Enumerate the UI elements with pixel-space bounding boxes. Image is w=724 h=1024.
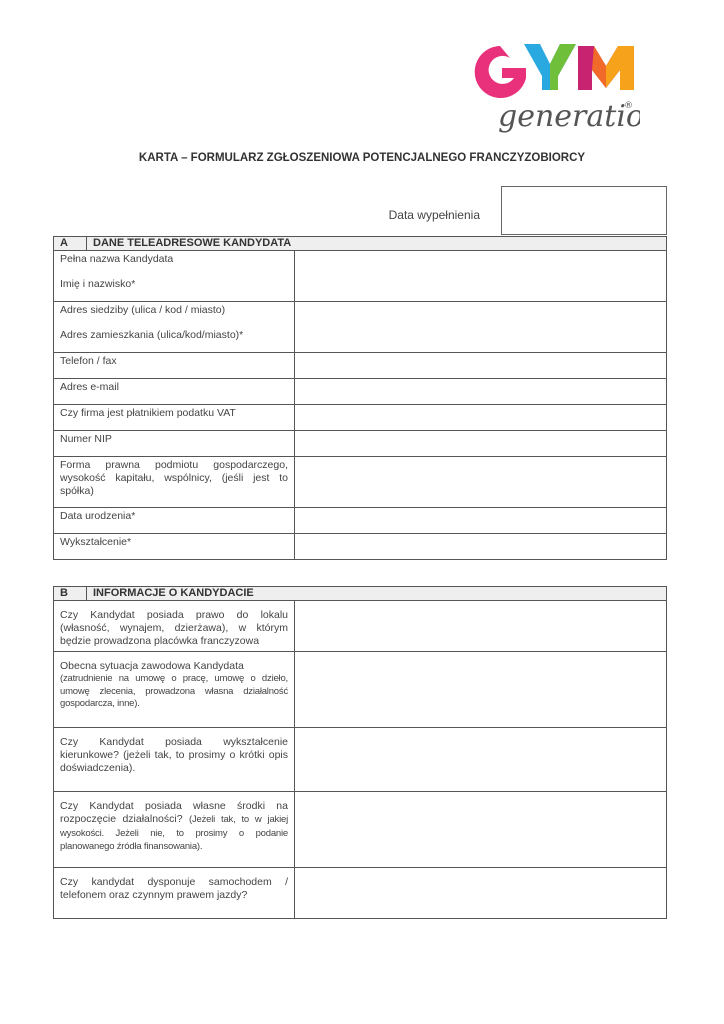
logo-tagline: generati [498, 99, 626, 134]
label-home-address: Adres zamieszkania (ulica/kod/miasto)* [60, 329, 244, 341]
row-label [54, 792, 295, 867]
date-label: Data wypełnienia [388, 208, 480, 222]
row-education-field [53, 728, 667, 792]
label-education: Wykształcenie* [54, 534, 295, 559]
row-own-funds [53, 792, 667, 868]
section-a [53, 236, 667, 560]
label-birth-date: Data urodzenia* [54, 508, 295, 533]
section-b [53, 586, 667, 919]
section-b-header [53, 586, 667, 601]
row-email [53, 379, 667, 405]
label-own-funds-detail: (Jeżeli tak, to w jakiej wysokości. Jeżeli nie, to prosimy o podanie planowanego źródła finansowania). [60, 814, 288, 852]
car-license-input[interactable] [295, 868, 666, 918]
label-nip: Numer NIP [54, 431, 295, 456]
phone-input[interactable] [295, 353, 666, 378]
email-input[interactable] [295, 379, 666, 404]
row-address [53, 302, 667, 353]
section-a-letter: A [54, 237, 87, 250]
row-vat [53, 405, 667, 431]
label-education-field: Czy Kandydat posiada wykształcenie kierunkowe? (jeżeli tak, to prosimy o krótki opis doświadczenia). [54, 728, 295, 791]
row-label [54, 652, 295, 727]
own-funds-input[interactable] [295, 792, 666, 867]
label-name-surname: Imię i nazwisko* [60, 278, 136, 290]
page-title: KARTA – FORMULARZ ZGŁOSZENIOWA POTENCJALNEGO FRANCZYZOBIORCY [138, 152, 586, 164]
section-b-title: INFORMACJE O KANDYDACIE [93, 587, 254, 599]
employment-input[interactable] [295, 652, 666, 727]
row-education [53, 534, 667, 560]
education-field-input[interactable] [295, 728, 666, 791]
row-legal-form [53, 457, 667, 508]
section-b-letter: B [54, 587, 87, 600]
row-premises-right [53, 601, 667, 652]
education-input[interactable] [295, 534, 666, 559]
legal-form-input[interactable] [295, 457, 666, 507]
logo-graphic [470, 38, 640, 146]
row-phone [53, 353, 667, 379]
label-email: Adres e-mail [54, 379, 295, 404]
label-vat: Czy firma jest płatnikiem podatku VAT [54, 405, 295, 430]
row-birth-date [53, 508, 667, 534]
row-employment [53, 652, 667, 728]
vat-input[interactable] [295, 405, 666, 430]
label-employment-detail: (zatrudnienie na umowę o pracę, umowę o dzieło, umowę zlecenia, prowadzona własna działalność gospodarcza, inne). [60, 673, 288, 709]
full-name-input[interactable] [295, 251, 666, 301]
birth-date-input[interactable] [295, 508, 666, 533]
label-premises-right: Czy Kandydat posiada prawo do lokalu (własność, wynajem, dzierżawa), w którym będzie prowadzona placówka franczyzowa [54, 601, 295, 651]
row-car-license [53, 868, 667, 919]
label-legal-form: Forma prawna podmiotu gospodarczego, wysokość kapitału, wspólnicy, (jeśli jest to spółka) [54, 457, 295, 507]
address-input[interactable] [295, 302, 666, 352]
row-label [54, 302, 295, 352]
label-full-name: Pełna nazwa Kandydata [60, 253, 174, 265]
svg-text:®: ® [624, 101, 633, 111]
label-car-license: Czy kandydat dysponuje samochodem / telefonem oraz czynnym prawem jazdy? [54, 868, 295, 918]
row-full-name [53, 251, 667, 302]
row-nip [53, 431, 667, 457]
label-employment: Obecna sytuacja zawodowa Kandydata [60, 660, 244, 672]
section-a-title: DANE TELEADRESOWE KANDYDATA [93, 237, 292, 249]
date-field[interactable] [501, 186, 667, 235]
label-own-funds: Czy Kandydat posiada własne środki na rozpoczęcie działalności? [60, 800, 288, 825]
section-a-header [53, 236, 667, 251]
label-company-address: Adres siedziby (ulica / kod / miasto) [60, 304, 226, 316]
label-phone: Telefon / fax [54, 353, 295, 378]
row-label [54, 251, 295, 301]
gym-generation-logo [470, 38, 640, 146]
nip-input[interactable] [295, 431, 666, 456]
premises-right-input[interactable] [295, 601, 666, 651]
